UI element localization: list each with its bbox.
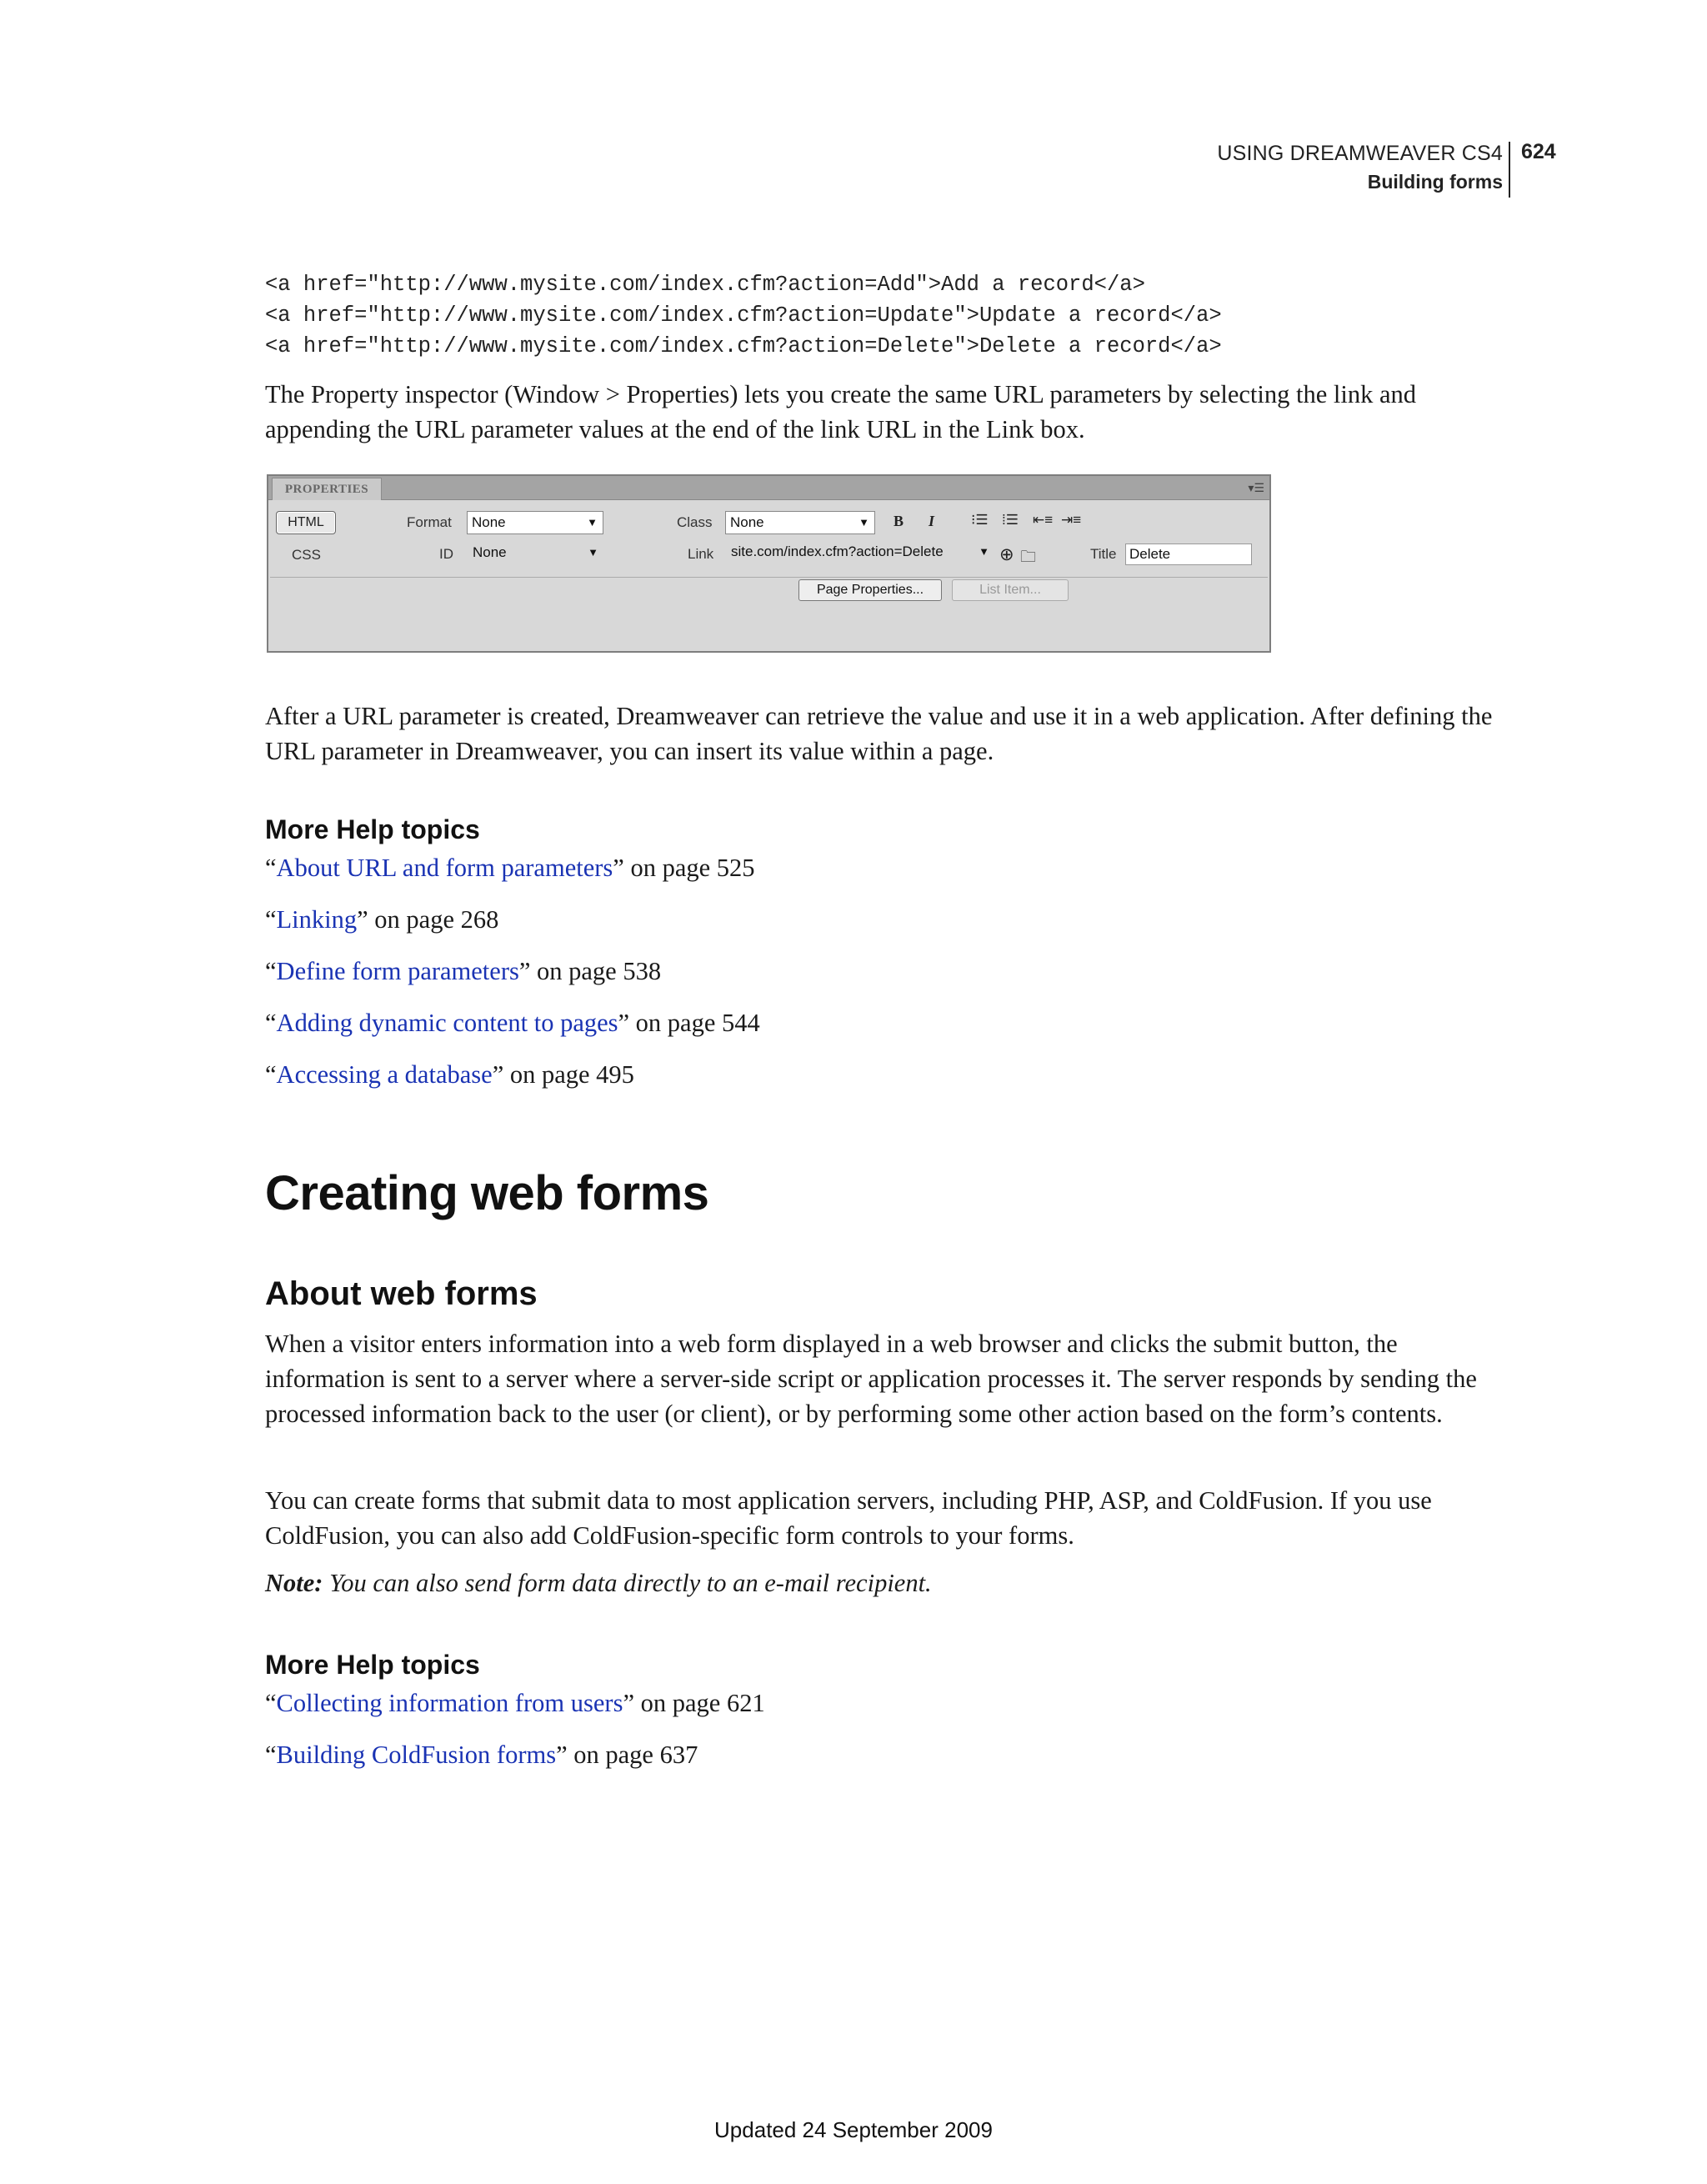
help-link[interactable]: Define form parameters <box>276 957 519 985</box>
bold-button[interactable]: B <box>894 513 904 529</box>
open-quote: “ <box>265 1009 277 1037</box>
subsection-heading: About web forms <box>265 1275 538 1312</box>
help-page-ref: ” on page 495 <box>492 1060 634 1089</box>
help-topic-item <box>265 854 755 883</box>
paragraph-web-forms: When a visitor enters information into a web form displayed in a web browser and clicks the submit button, the information is sent to a server where a server-side script or application processes it. The server responds by sending the processed information back to the user (or client), or by performing some other action based on the form’s contents. <box>265 1330 1477 1428</box>
chevron-down-icon: ▼ <box>979 545 989 558</box>
css-mode-button[interactable]: CSS <box>292 547 321 563</box>
format-value: None <box>472 514 506 530</box>
header-divider <box>1509 142 1510 198</box>
class-select[interactable] <box>725 511 875 534</box>
help-link[interactable]: Collecting information from users <box>276 1689 623 1717</box>
code-line: <a href="http://www.mysite.com/index.cfm?action=Add">Add a record</a> <box>265 273 1145 297</box>
more-help-heading: More Help topics <box>265 814 480 844</box>
running-header-section: Building forms <box>1367 171 1503 193</box>
paragraph-property-inspector: The Property inspector (Window > Properties) lets you create the same URL parameters by selecting the link and appending the URL parameter values at the end of the link URL in the Link box. <box>265 380 1416 443</box>
ordered-list-icon[interactable]: ⁞☰ <box>1002 512 1019 528</box>
help-link[interactable]: About URL and form parameters <box>276 854 613 882</box>
chevron-down-icon: ▼ <box>588 546 598 559</box>
note-label: Note: <box>265 1569 323 1597</box>
help-link[interactable]: Accessing a database <box>276 1060 493 1089</box>
chevron-down-icon: ▼ <box>859 516 869 528</box>
help-topic-item <box>265 1689 765 1718</box>
more-help-heading: More Help topics <box>265 1650 480 1680</box>
list-item-button[interactable]: List Item... <box>952 579 1069 601</box>
help-link[interactable]: Building ColdFusion forms <box>276 1741 557 1769</box>
help-page-ref: ” on page 544 <box>618 1009 760 1037</box>
note-text: You can also send form data directly to an e-mail recipient. <box>323 1569 932 1597</box>
open-quote: “ <box>265 854 277 882</box>
link-value: site.com/index.cfm?action=Delete <box>731 543 944 559</box>
open-quote: “ <box>265 1060 277 1089</box>
page-properties-button[interactable]: Page Properties... <box>798 579 942 601</box>
italic-button[interactable]: I <box>929 513 935 529</box>
open-quote: “ <box>265 905 277 934</box>
help-link[interactable]: Linking <box>276 905 358 934</box>
class-label: Class <box>677 514 713 530</box>
property-inspector-panel <box>267 474 1271 653</box>
open-quote: “ <box>265 1741 277 1769</box>
help-topic-item <box>265 905 498 934</box>
panel-menu-icon[interactable]: ▾☰ <box>1248 481 1264 494</box>
open-quote: “ <box>265 957 277 985</box>
help-topic-item <box>265 957 661 986</box>
section-heading: Creating web forms <box>265 1166 709 1220</box>
format-label: Format <box>407 514 452 530</box>
id-select[interactable] <box>473 544 603 566</box>
page-footer: Updated 24 September 2009 <box>714 2117 993 2142</box>
panel-title-bar <box>268 476 1269 500</box>
help-topic-item <box>265 1741 698 1770</box>
unordered-list-icon[interactable]: ⁝☰ <box>971 512 989 528</box>
properties-tab[interactable]: PROPERTIES <box>272 478 382 500</box>
format-select[interactable] <box>467 511 603 534</box>
help-topic-item <box>265 1060 634 1089</box>
title-input[interactable]: Delete <box>1125 543 1252 565</box>
class-value: None <box>730 514 764 530</box>
help-page-ref: ” on page 538 <box>518 957 662 985</box>
html-mode-button[interactable]: HTML <box>276 511 336 534</box>
note <box>265 1569 932 1598</box>
help-topic-item <box>265 1009 760 1038</box>
code-line: <a href="http://www.mysite.com/index.cfm?action=Update">Update a record</a> <box>265 303 1222 328</box>
link-label: Link <box>688 546 714 562</box>
code-line: <a href="http://www.mysite.com/index.cfm?action=Delete">Delete a record</a> <box>265 334 1222 358</box>
browse-folder-icon[interactable]: 🗀 <box>1020 549 1037 566</box>
help-link[interactable]: Adding dynamic content to pages <box>276 1009 618 1037</box>
panel-divider <box>270 577 1268 578</box>
open-quote: “ <box>265 1689 277 1717</box>
id-label: ID <box>439 546 453 562</box>
title-label: Title <box>1090 546 1117 562</box>
outdent-icon[interactable]: ⇤≡ <box>1033 512 1054 528</box>
chevron-down-icon: ▼ <box>587 516 598 528</box>
running-header-title: USING DREAMWEAVER CS4 <box>1217 142 1503 165</box>
help-page-ref: ” on page 268 <box>357 905 499 934</box>
indent-icon[interactable]: ⇥≡ <box>1061 512 1082 528</box>
id-value: None <box>473 544 507 560</box>
paragraph-url-parameter: After a URL parameter is created, Dreamweaver can retrieve the value and use it in a web application. After defining the URL parameter in Dreamweaver, you can insert its value within a page. <box>265 702 1493 765</box>
help-page-ref: ” on page 621 <box>623 1689 765 1717</box>
help-page-ref: ” on page 525 <box>613 854 755 882</box>
link-input[interactable] <box>731 543 989 565</box>
help-page-ref: ” on page 637 <box>556 1741 698 1769</box>
page-number: 624 <box>1521 140 1556 163</box>
paragraph-app-servers: You can create forms that submit data to most application servers, including PHP, ASP, and ColdFusion. If you use ColdFusion, you can also add ColdFusion-specific form controls to your forms. <box>265 1486 1432 1550</box>
point-to-file-icon[interactable]: ⊕ <box>999 545 1014 564</box>
